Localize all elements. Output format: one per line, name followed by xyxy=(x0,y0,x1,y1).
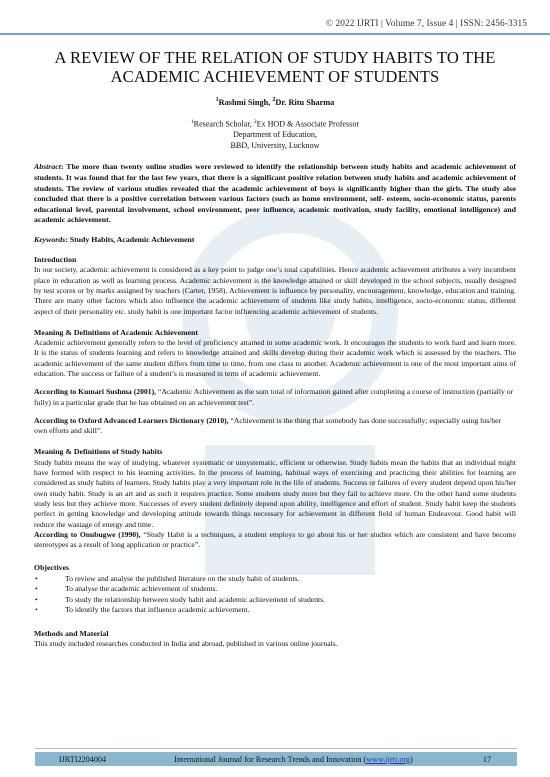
bullet-icon: • xyxy=(35,594,38,604)
page-number: 17 xyxy=(482,754,492,764)
list-item xyxy=(34,584,516,595)
introduction-paragraph: In our society, academic achievement is considered as a key point to judge one’s total capabilities. Hence academic achievement attributes a very incumbent place in education as well as learning process. Academic achievement is the knowledge attained or skill developed in the school subjects, usually designed by test scores or by marks assigned by teachers (Carter, 1958). Achievement is influence by personality, encouragement, knowledge, education and training. There are many other factors which also influence the academic achievement of students like study habits, intelligence, socio-economic status, different aspect of their personality etc. study habit is one important factor influencing academic achievement of students. xyxy=(34,265,516,316)
journal-website-link[interactable]: www.ijrti.org xyxy=(366,754,411,764)
definition-oxford-quote: “Achievement is the thing that somebody has done successfully; especially using his/her own efforts and skill”. xyxy=(34,415,502,436)
definition-onubugwe xyxy=(34,530,516,551)
definition-kumari xyxy=(34,387,516,408)
affiliation-role-2: Ex HOD & Associate Professor xyxy=(256,119,360,129)
page-footer xyxy=(35,752,517,766)
footer-divider xyxy=(35,748,517,749)
affiliation-marker-1: 1 xyxy=(190,118,194,125)
bullet-icon: • xyxy=(35,605,38,615)
abstract-text: : The more than twenty online studies were reviewed to identify the relationship between study habits and academic achievement of students. It was found that for the last few years, that there is a significant positive relation between study habits and academic achievement of students. The review of various studies revealed that the academic achievement of boys is significantly higher than the girls. The study also concluded that there is a positive correlation between various factors (such as home environment, self- esteem, socio-economic status, parents educational level, parental involvement, school environment, peer influence, academic motivation, study facility, emotional intelligence) and academic achievement. xyxy=(34,162,516,225)
author-1-marker: 1 xyxy=(215,97,219,103)
objective-text: To analyse the academic achievement of students. xyxy=(65,584,218,594)
objectives-list xyxy=(34,574,516,616)
abstract-label: Abstract xyxy=(34,162,61,172)
author-line xyxy=(34,97,516,107)
journal-name xyxy=(130,755,457,764)
section-heading-academic-achievement: Meaning & Definitions of Academic Achievement xyxy=(34,327,198,337)
article-body xyxy=(34,48,516,649)
journal-issue-header: © 2022 IJRTI | Volume 7, Issue 4 | ISSN: 2456-3315 xyxy=(325,19,527,29)
bullet-icon: • xyxy=(35,584,38,594)
definition-oxford-source: According to Oxford Advanced Learners Dictionary (2010), xyxy=(34,415,229,425)
section-heading-study-habits: Meaning & Definitions of Study habits xyxy=(34,447,163,457)
affiliation-block xyxy=(34,117,516,152)
definition-onubugwe-source: According to Onubugwe (1990), xyxy=(34,529,141,539)
author-1: Rashmi Singh, xyxy=(218,97,273,107)
affiliation-department: Department of Education, xyxy=(233,130,317,140)
objective-text: To study the relationship between study habit and academic achievement of students. xyxy=(65,594,326,604)
paper-title: A REVIEW OF THE RELATION OF STUDY HABITS TO THE ACADEMIC ACHIEVEMENT OF STUDENTS xyxy=(54,48,496,86)
journal-name-text: International Journal for Research Trends and Innovation ( xyxy=(174,754,367,764)
definition-kumari-source: According to Kumari Sushma (2001), xyxy=(34,387,157,397)
list-item xyxy=(34,574,516,585)
affiliation-university: BBD, University, Lucknow xyxy=(230,141,320,151)
list-item xyxy=(34,605,516,616)
objective-text: To review and analyse the published literature on the study habit of students. xyxy=(65,573,300,583)
abstract xyxy=(34,162,516,226)
list-item xyxy=(34,595,516,606)
affiliation-role-1: Research Scholar, xyxy=(193,119,254,129)
section-heading-objectives: Objectives xyxy=(34,563,70,573)
journal-name-close: ) xyxy=(410,754,413,764)
definition-onubugwe-quote: “Study Habit is a techniques, a student employs to go about his or her studies which are consistent and have become stereotypes as a result of long application or practice”. xyxy=(34,529,516,550)
author-2: Dr. Ritu Sharma xyxy=(275,97,335,107)
section-heading-introduction: Introduction xyxy=(34,255,77,265)
affiliation-roles xyxy=(34,117,516,130)
keywords-label: Keywords xyxy=(34,235,66,245)
paper-id: IJRTI2204004 xyxy=(58,754,107,764)
header-divider xyxy=(0,33,550,35)
methods-paragraph: This study included researches conducted in India and abroad, published in various online journals. xyxy=(34,639,338,649)
keywords xyxy=(34,235,516,244)
keywords-text: : Study Habits, Academic Achievement xyxy=(65,235,195,245)
bullet-icon: • xyxy=(35,573,38,583)
objective-text: To identify the factors that influence academic achievement. xyxy=(65,605,250,615)
academic-achievement-paragraph: Academic achievement generally refers to the level of proficiency attained in some academic work. It encourages the students to work hard and learn more. It is the status of students learning and refers to knowledge attained and skills develop during their academic work which is assessed by the teachers. The academic achievement of the same student differs from time to time, from one class to another. Academic achievement is one of the most important aims of education. The success or failure of a student’s is measured in term of academic achievement. xyxy=(34,338,516,378)
study-habits-paragraph: Study habits means the way of studying, whatever systematic or unsystematic, efficient or otherwise. Study habits mean the habits that an individual might have formed with respect to his learning activities. In the process of learning, habitual ways of exercising and practicing their abilities for learning are considered as study habits of learners. Study habits play a very important role in the life of students. Success or failures of every student depend upon his/her own study habit. Study is an art and as such it requires practice. Some students study more but they fail to achieve more. On the other hand some students study less but they achieve more. Successes of every student definitely depend upon ability, intelligence and effort of student. Study habit keep the students perfect in getting knowledge and developing attitude towards things necessary for achievement in different field of human Endeavour. Good habit will reduce the wastage of energy and time. xyxy=(34,457,516,529)
section-heading-methods: Methods and Material xyxy=(34,628,109,638)
author-2-marker: 2 xyxy=(272,97,276,103)
affiliation-marker-2: 2 xyxy=(253,118,257,125)
definition-oxford xyxy=(34,416,516,437)
definition-kumari-quote: “Academic Achievement as the sum total of information gained after completing a course of instruction (partially or fully) in a particular grade that he has obtained on an achievement test”. xyxy=(34,387,514,407)
